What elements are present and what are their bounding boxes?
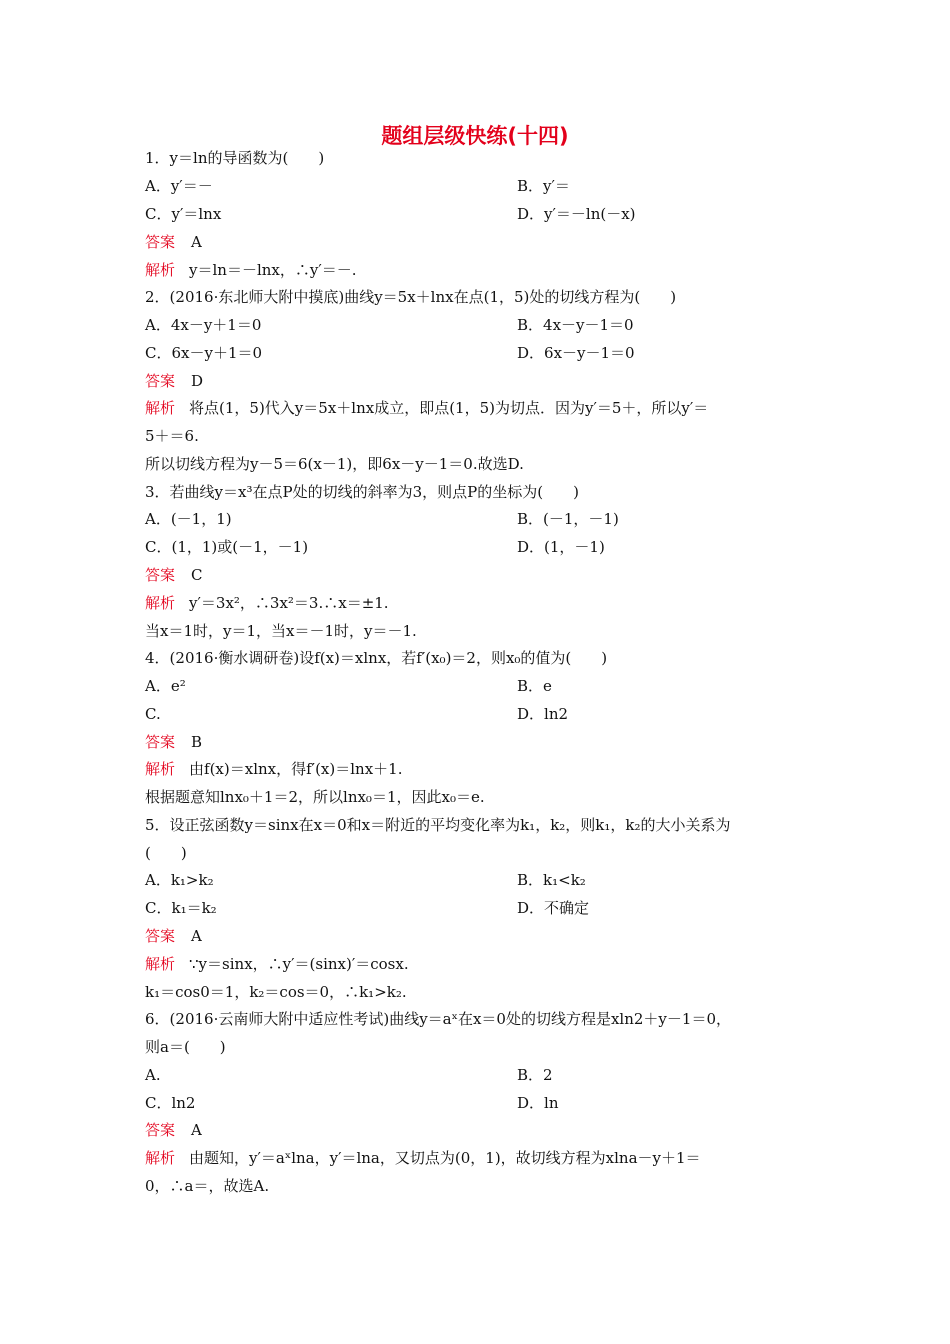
q5-option-b: B．k₁<k₂ <box>517 871 586 889</box>
q4-option-d: D．ln2 <box>517 705 569 723</box>
q6-answer: A <box>191 1121 202 1139</box>
q6-solution: 由题知，y′＝aˣlna，y′＝lna，又切点为(0，1)，故切线方程为xlna－y＋1＝ <box>189 1149 701 1167</box>
q3-option-a: A．(－1，1) <box>145 510 232 528</box>
q2-solution-row <box>145 398 708 418</box>
q3-answer: C <box>191 566 203 584</box>
q1-option-d: D．y′＝－ln(－x) <box>517 205 636 223</box>
answer-label: 答案 <box>145 1121 176 1139</box>
q5-option-a: A．k₁>k₂ <box>145 871 214 889</box>
q3-solution-row <box>145 593 389 613</box>
q6-solution-line-2: 0，∴a＝，故选A. <box>145 1177 270 1195</box>
q3-solution: y′＝3x²，∴3x²＝3.∴x＝±1. <box>189 594 389 612</box>
q1-option-b: B．y′＝ <box>517 177 570 195</box>
q2-option-b: B．4x－y－1＝0 <box>517 316 634 334</box>
q6-option-b: B．2 <box>517 1066 553 1084</box>
q1-stem: 1．y＝ln的导函数为( ) <box>145 149 325 167</box>
q4-solution: 由f(x)＝xlnx，得f′(x)＝lnx＋1. <box>189 760 403 778</box>
q2-answer: D <box>191 372 204 390</box>
page-title: 题组层级快练(十四) <box>381 124 569 148</box>
q3-solution-line-2: 当x＝1时，y＝1，当x＝－1时，y＝－1. <box>145 622 417 640</box>
q2-option-a: A．4x－y＋1＝0 <box>145 316 262 334</box>
q6-option-d: D．ln <box>517 1094 559 1112</box>
q6-stem-line-2: 则a＝( ) <box>145 1038 226 1056</box>
answer-label: 答案 <box>145 927 176 945</box>
q3-stem: 3．若曲线y＝x³在点P处的切线的斜率为3，则点P的坐标为( ) <box>145 483 579 501</box>
answer-label: 答案 <box>145 233 176 251</box>
q4-option-c: C. <box>145 705 161 723</box>
q2-option-d: D．6x－y－1＝0 <box>517 344 635 362</box>
solution-label: 解析 <box>145 261 176 279</box>
q4-option-a: A．e² <box>145 677 186 695</box>
q4-stem: 4．(2016·衡水调研卷)设f(x)＝xlnx，若f′(x₀)＝2，则x₀的值为( ) <box>145 649 608 667</box>
q5-option-d: D．不确定 <box>517 899 590 917</box>
q6-stem: 6．(2016·云南师大附中适应性考试)曲线y＝aˣ在x＝0处的切线方程是xln2＋y－1＝0， <box>145 1010 731 1028</box>
q2-solution-line-2: 5＋＝6. <box>145 427 199 445</box>
q3-option-d: D．(1，－1) <box>517 538 605 556</box>
q2-solution: 将点(1，5)代入y＝5x＋lnx成立，即点(1，5)为切点．因为y′＝5＋，所以y′＝ <box>189 399 709 417</box>
q2-solution-line-3: 所以切线方程为y－5＝6(x－1)，即6x－y－1＝0.故选D. <box>145 455 524 473</box>
solution-label: 解析 <box>145 955 176 973</box>
q3-option-c: C．(1，1)或(－1，－1) <box>145 538 309 556</box>
q5-option-c: C．k₁＝k₂ <box>145 899 217 917</box>
solution-label: 解析 <box>145 760 176 778</box>
answer-label: 答案 <box>145 566 176 584</box>
q6-option-a: A. <box>145 1066 161 1084</box>
q1-option-c: C．y′＝lnx <box>145 205 222 223</box>
q1-solution-row <box>145 260 357 280</box>
q6-option-c: C．ln2 <box>145 1094 196 1112</box>
q1-answer: A <box>191 233 202 251</box>
q5-solution: ∵y＝sinx，∴y′＝(sinx)′＝cosx. <box>189 955 409 973</box>
q4-answer-row <box>145 732 202 752</box>
q5-answer: A <box>191 927 202 945</box>
q1-solution: y＝ln＝－lnx，∴y′＝－. <box>189 261 357 279</box>
q1-option-a: A．y′＝－ <box>145 177 213 195</box>
q5-stem-line-2: ( ) <box>145 844 187 862</box>
answer-label: 答案 <box>145 733 176 751</box>
q6-answer-row <box>145 1120 202 1140</box>
q5-stem: 5．设正弦函数y＝sinx在x＝0和x＝附近的平均变化率为k₁，k₂，则k₁，k₂的大小关系为 <box>145 816 731 834</box>
q5-solution-line-2: k₁＝cos0＝1，k₂＝cos＝0，∴k₁>k₂. <box>145 983 407 1001</box>
solution-label: 解析 <box>145 399 176 417</box>
q5-solution-row <box>145 954 409 974</box>
q2-stem: 2．(2016·东北师大附中摸底)曲线y＝5x＋lnx在点(1，5)处的切线方程为( ) <box>145 288 677 306</box>
q1-answer-row <box>145 232 202 252</box>
q3-option-b: B．(－1，－1) <box>517 510 619 528</box>
q3-answer-row <box>145 565 203 585</box>
solution-label: 解析 <box>145 594 176 612</box>
q5-answer-row <box>145 926 202 946</box>
q4-solution-line-2: 根据题意知lnx₀＋1＝2，所以lnx₀＝1，因此x₀＝e. <box>145 788 485 806</box>
q4-solution-row <box>145 759 402 779</box>
q2-option-c: C．6x－y＋1＝0 <box>145 344 263 362</box>
q4-option-b: B．e <box>517 677 552 695</box>
solution-label: 解析 <box>145 1149 176 1167</box>
q4-answer: B <box>191 733 203 751</box>
q2-answer-row <box>145 371 203 391</box>
q6-solution-row <box>145 1148 701 1168</box>
answer-label: 答案 <box>145 372 176 390</box>
